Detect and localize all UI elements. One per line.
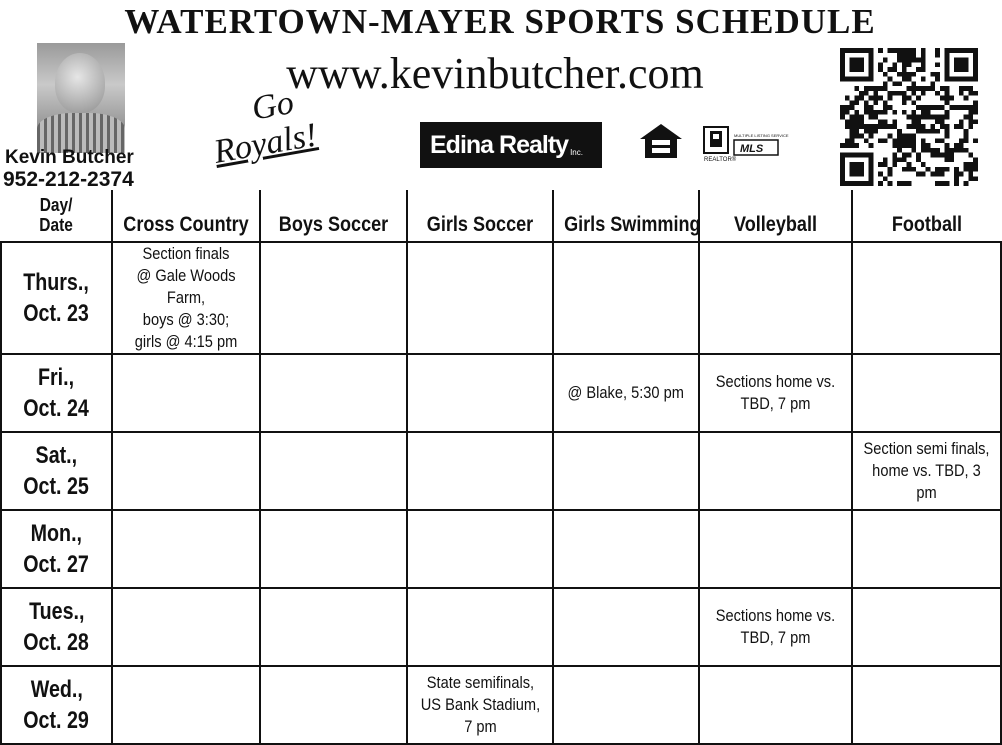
- schedule-cell-football: [852, 432, 1001, 510]
- day-date-cell: [1, 432, 112, 510]
- brokerage-suffix: Inc.: [570, 147, 583, 157]
- event-text: @ Blake, 5:30 pm: [567, 383, 685, 402]
- realtor-mark: REALTOR®: [704, 157, 737, 163]
- website-link[interactable]: www.kevinbutcher.com: [286, 49, 704, 98]
- slogan-line2: Royals!: [211, 116, 320, 171]
- schedule-cell-cross-country: [112, 242, 260, 354]
- schedule-cell-girls-swimming: [553, 432, 699, 510]
- column-header-football: Football: [862, 190, 990, 242]
- day-label: Sat.,: [35, 442, 78, 469]
- schedule-cell-girls-swimming: [553, 354, 699, 432]
- realtor-mls-icon: [702, 125, 789, 165]
- schedule-cell-football: [852, 666, 1001, 744]
- column-header-volleyball: Volleyball: [710, 190, 842, 242]
- schedule-cell-football: [852, 588, 1001, 666]
- agent-head: [55, 53, 105, 113]
- day-date-cell: [1, 588, 112, 666]
- brokerage-name: Edina Realty: [430, 130, 569, 159]
- schedule-cell-boys-soccer: [260, 242, 407, 354]
- schedule-cell-cross-country: [112, 510, 260, 588]
- schedule-cell-volleyball: [699, 354, 852, 432]
- day-label: Thurs.,: [23, 269, 90, 296]
- event-text: Section finals @ Gale Woods Farm, boys @ 3:30; girls @ 4:15 pm: [134, 244, 238, 351]
- schedule-cell-girls-soccer: [407, 510, 553, 588]
- schedule-cell-girls-soccer: [407, 588, 553, 666]
- equal-housing-icon: [637, 122, 685, 160]
- agent-name: Kevin Butcher: [5, 147, 134, 168]
- schedule-table: [0, 190, 1002, 745]
- schedule-cell-cross-country: [112, 354, 260, 432]
- date-label: Oct. 23: [23, 300, 90, 327]
- table-row: [1, 242, 1001, 354]
- schedule-cell-girls-swimming: [553, 588, 699, 666]
- schedule-cell-cross-country: [112, 432, 260, 510]
- table-row: [1, 432, 1001, 510]
- table-row: [1, 588, 1001, 666]
- header-row: [1, 190, 1001, 242]
- schedule-cell-girls-swimming: [553, 666, 699, 744]
- schedule-cell-boys-soccer: [260, 588, 407, 666]
- agent-phone[interactable]: 952-212-2374: [3, 168, 134, 191]
- mls-caption: MULTIPLE LISTING SERVICE: [734, 133, 789, 138]
- schedule-cell-volleyball: [699, 510, 852, 588]
- event-text: Sections home vs. TBD, 7 pm: [715, 372, 836, 413]
- table-row: [1, 666, 1001, 744]
- day-label: Tues.,: [28, 598, 85, 625]
- page-title: WATERTOWN-MAYER SPORTS SCHEDULE: [124, 2, 876, 41]
- day-date-cell: [1, 510, 112, 588]
- date-label: Oct. 27: [23, 551, 90, 578]
- day-label: Mon.,: [30, 520, 83, 547]
- slogan-line1: Go: [249, 83, 297, 128]
- date-label: Oct. 29: [23, 707, 90, 734]
- schedule-cell-girls-soccer: [407, 242, 553, 354]
- column-header-girls-soccer: Girls Soccer: [417, 190, 543, 242]
- table-row: [1, 510, 1001, 588]
- schedule-cell-boys-soccer: [260, 510, 407, 588]
- schedule-cell-boys-soccer: [260, 666, 407, 744]
- schedule-cell-volleyball: [699, 588, 852, 666]
- qr-code-icon[interactable]: [840, 48, 978, 186]
- schedule-cell-girls-swimming: [553, 510, 699, 588]
- column-header-girls-swimming: Girls Swimming: [563, 190, 689, 242]
- date-label: Oct. 28: [23, 629, 90, 656]
- event-text: Sections home vs. TBD, 7 pm: [715, 606, 836, 647]
- event-text: Section semi finals, home vs. TBD, 3 pm: [863, 439, 990, 502]
- schedule-cell-cross-country: [112, 588, 260, 666]
- schedule-cell-football: [852, 510, 1001, 588]
- event-text: State semifinals, US Bank Stadium, 7 pm: [420, 673, 540, 736]
- date-label: Oct. 25: [23, 473, 90, 500]
- column-header-boys-soccer: Boys Soccer: [270, 190, 396, 242]
- day-date-cell: [1, 354, 112, 432]
- agent-photo: [37, 43, 125, 147]
- schedule-cell-girls-soccer: [407, 666, 553, 744]
- brokerage-logo: [420, 122, 602, 168]
- schedule-cell-girls-swimming: [553, 242, 699, 354]
- schedule-cell-football: [852, 354, 1001, 432]
- day-label: Wed.,: [30, 676, 83, 703]
- schedule-cell-boys-soccer: [260, 432, 407, 510]
- day-date-cell: [1, 666, 112, 744]
- day-date-header: Day/ Date: [39, 195, 73, 235]
- schedule-cell-girls-soccer: [407, 354, 553, 432]
- schedule-cell-volleyball: [699, 432, 852, 510]
- schedule-cell-boys-soccer: [260, 354, 407, 432]
- date-label: Oct. 24: [23, 395, 90, 422]
- schedule-cell-volleyball: [699, 666, 852, 744]
- table-row: [1, 354, 1001, 432]
- column-header-cross-country: Cross Country: [122, 190, 249, 242]
- mls-mark: MLS: [740, 143, 764, 155]
- schedule-cell-cross-country: [112, 666, 260, 744]
- day-date-cell: [1, 242, 112, 354]
- schedule-cell-volleyball: [699, 242, 852, 354]
- schedule-cell-football: [852, 242, 1001, 354]
- day-label: Fri.,: [38, 364, 75, 391]
- schedule-cell-girls-soccer: [407, 432, 553, 510]
